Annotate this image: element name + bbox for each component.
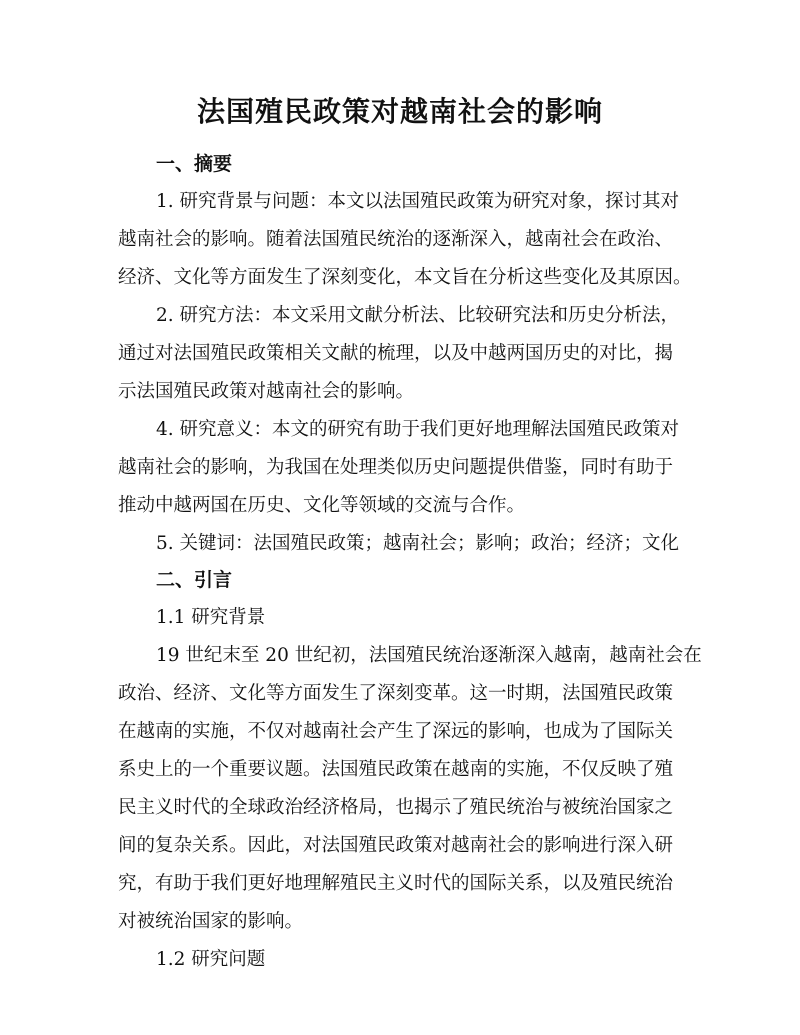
abstract-p4-line-2: 越南社会的影响，为我国在处理类似历史问题提供借鉴，同时有助于: [118, 457, 674, 478]
abstract-p2-line-2: 通过对法国殖民政策相关文献的梳理，以及中越两国历史的对比，揭: [118, 343, 674, 364]
abstract-p4-line-1: 4. 研究意义：本文的研究有助于我们更好地理解法国殖民政策对: [156, 419, 680, 440]
abstract-p2-line-3: 示法国殖民政策对越南社会的影响。: [118, 381, 415, 402]
section-heading-abstract: 一、摘要: [156, 153, 233, 175]
abstract-p5-line-1: 5. 关键词：法国殖民政策；越南社会；影响；政治；经济；文化: [156, 533, 680, 554]
abstract-p2-line-1: 2. 研究方法：本文采用文献分析法、比较研究法和历史分析法，: [156, 305, 680, 326]
intro-body-line-2: 政治、经济、文化等方面发生了深刻变革。这一时期，法国殖民政策: [118, 683, 674, 704]
intro-body-line-8: 对被统治国家的影响。: [118, 911, 304, 932]
subsection-heading-1-2: 1.2 研究问题: [156, 949, 266, 970]
section-heading-intro: 二、引言: [156, 569, 233, 591]
subsection-heading-1-1: 1.1 研究背景: [156, 607, 266, 628]
abstract-p1-line-3: 经济、文化等方面发生了深刻变化，本文旨在分析这些变化及其原因。: [118, 267, 692, 288]
intro-body-line-7: 究，有助于我们更好地理解殖民主义时代的国际关系，以及殖民统治: [118, 873, 674, 894]
intro-body-line-4: 系史上的一个重要议题。法国殖民政策在越南的实施，不仅反映了殖: [118, 759, 674, 780]
intro-body-line-5: 民主义时代的全球政治经济格局，也揭示了殖民统治与被统治国家之: [118, 797, 674, 818]
abstract-p4-line-3: 推动中越两国在历史、文化等领域的交流与合作。: [118, 495, 526, 516]
intro-body-line-6: 间的复杂关系。因此，对法国殖民政策对越南社会的影响进行深入研: [118, 835, 674, 856]
abstract-p1-line-1: 1. 研究背景与问题：本文以法国殖民政策为研究对象，探讨其对: [156, 191, 680, 212]
document-title: 法国殖民政策对越南社会的影响: [196, 95, 603, 128]
intro-body-line-1: 19 世纪末至 20 世纪初，法国殖民统治逐渐深入越南，越南社会在: [156, 645, 702, 666]
intro-body-line-3: 在越南的实施，不仅对越南社会产生了深远的影响，也成为了国际关: [118, 721, 674, 742]
abstract-p1-line-2: 越南社会的影响。随着法国殖民统治的逐渐深入，越南社会在政治、: [118, 229, 674, 250]
